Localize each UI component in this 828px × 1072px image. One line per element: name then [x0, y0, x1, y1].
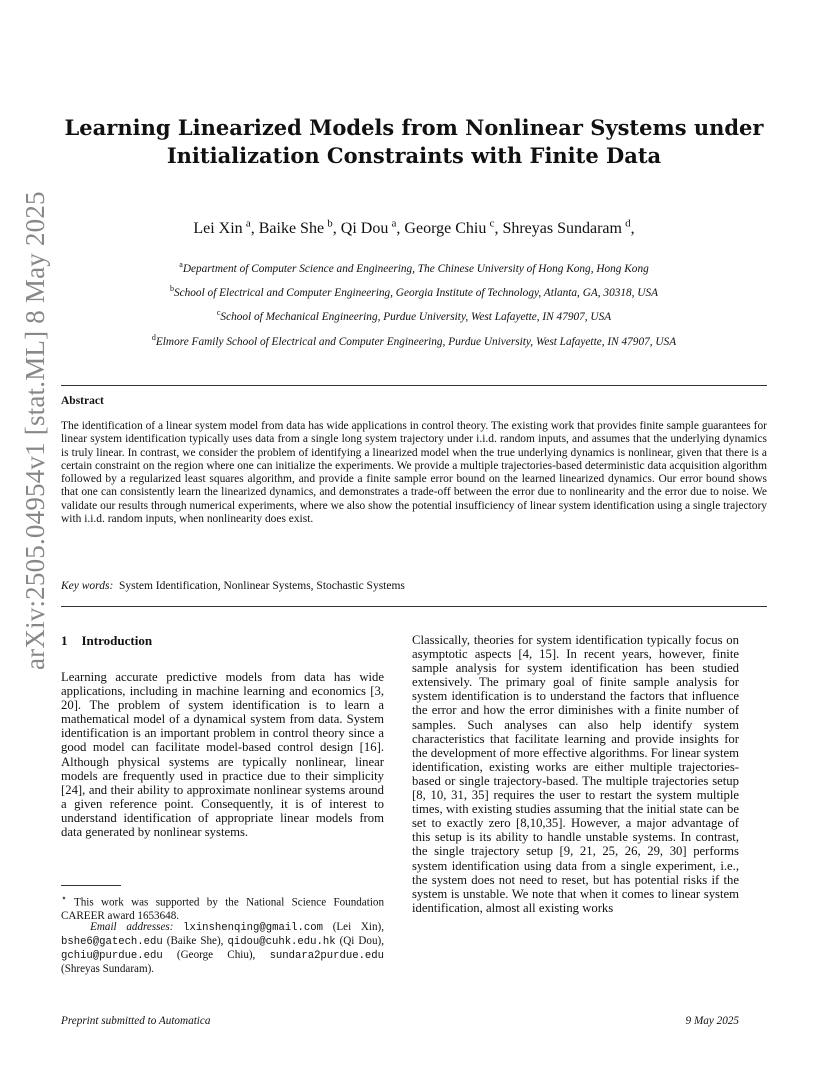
title-line-2: Initialization Constraints with Finite Data — [166, 143, 662, 168]
author-list — [0, 218, 828, 238]
keywords-label: Key words: — [61, 580, 114, 592]
author: Shreyas Sundaram $^d$, — [502, 218, 635, 238]
intro-column-left: Learning accurate predictive models from data has wide applications, including in machine learning and economics [3, 20]. The problem of system identification is to learn a mathematical model of a dynamical system from data. System identification is an important problem in control theory since a good model can facilitate model-based control design [16]. Although physical systems are typically nonlinear, linear models are frequently used in practice due to their simplicity [24], and their ability to approximate nonlinear systems around a given reference point. Consequently, it is of interest to understand identification of appropriate linear models from data generated by nonlinear systems. — [61, 670, 384, 840]
title-line-1: Learning Linearized Models from Nonlinear Systems under — [64, 115, 764, 140]
author: Lei Xin $^a$, — [193, 218, 259, 238]
author: Baike She $^b$, — [258, 218, 341, 238]
funding-footnote: ⋆ This work was supported by the National Science Foundation CAREER award 1653648. — [61, 894, 384, 922]
email-link[interactable]: gchiu@purdue.edu — [61, 950, 163, 963]
footer-preprint-note: Preprint submitted to Automatica — [61, 1015, 211, 1027]
email-link[interactable]: bshe6@gatech.edu — [61, 936, 163, 949]
keywords — [61, 580, 405, 592]
email-footnote: Email addresses: lxinshenqing@gmail.com (Lei Xin), bshe6@gatech.edu (Baike She), qidou@cuhk.edu.hk (Qi Dou), gchiu@purdue.edu (George Chiu), sundara2purdue.edu (Shreyas Sundaram). — [61, 921, 384, 976]
arxiv-side-stamp: arXiv:2505.04954v1 [stat.ML] 8 May 2025 — [20, 191, 50, 670]
affiliation-b: $^b$School of Electrical and Computer Engineering, Georgia Institute of Technology, Atlanta, GA, 30318, USA — [169, 284, 659, 299]
affiliation-d: $^d$Elmore Family School of Electrical and Computer Engineering, Purdue University, West Lafayette, IN 47907, USA — [151, 333, 677, 348]
abstract-heading: Abstract — [61, 395, 104, 407]
author: George Chiu $^c$, — [404, 218, 503, 238]
affiliation-a: $^a$Department of Computer Science and Engineering, The Chinese University of Hong Kong, Hong Kong — [179, 260, 649, 275]
affiliation-c: $^c$School of Mechanical Engineering, Purdue University, West Lafayette, IN 47907, USA — [216, 308, 612, 323]
abstract-bottom-rule — [61, 606, 767, 607]
intro-column-right: Classically, theories for system identification typically focus on asymptotic aspects [4, 15]. In recent years, however, finite sample analysis for system identification has been studied extensively. The primary goal of finite sample analysis for system identification is to understand the factors that influence the error and how the error diminishes with a finite number of samples. Such analyses can also help identify system characteristics that facilitate learning and provide insights for the development of more effective algorithms. For linear system identification, existing works are either multiple trajectories-based or single trajectory-based. The multiple trajectories setup [8, 10, 31, 35] requires the user to restart the system multiple times, with existing studies assuming that the initial state can be set to exactly zero [8,10,35]. However, a major advantage of this setup is its ability to handle unstable systems. In contrast, the single trajectory setup [9, 21, 25, 26, 29, 30] performs system identification using data from a single experiment, i.e., the system does not need to reset, but has potential risks if the system is unstable. We note that when it comes to linear system identification, almost all existing works — [412, 633, 739, 915]
email-link[interactable]: lxinshenqing@gmail.com — [183, 922, 323, 934]
paper-title — [40, 114, 788, 170]
author: Qi Dou $^a$, — [340, 218, 405, 238]
email-link[interactable]: qidou@cuhk.edu.hk — [227, 936, 336, 949]
email-link[interactable]: sundara2purdue.edu — [269, 950, 384, 963]
footnote-rule — [61, 885, 121, 886]
footer-date: 9 May 2025 — [685, 1015, 739, 1027]
section-heading-introduction: 1 Introduction — [61, 633, 153, 648]
keywords-list: System Identification, Nonlinear Systems, Stochastic Systems — [119, 580, 405, 592]
abstract-top-rule — [61, 385, 767, 386]
abstract-text: The identification of a linear system model from data has wide applications in control theory. The existing work that provides finite sample guarantees for linear system identification typically uses data from a single long system trajectory under i.i.d. random inputs, and assumes that the underlying dynamics is truly linear. In contrast, we consider the problem of identifying a linearized model when the true underlying dynamics is nonlinear, given that there is a certain constraint on the region where one can initialize the experiments. We provide a multiple trajectories-based deterministic data acquisition algorithm followed by a regularized least squares algorithm, and provide a finite sample error bound on the learned linearized dynamics. Our error bound shows that one can consistently learn the linearized dynamics, and demonstrates a trade-off between the error due to nonlinearity and the error due to noise. We validate our results through numerical experiments, where we also show the potential insufficiency of linear system identification using a single trajectory with i.i.d. random inputs, when nonlinearity does exist. — [61, 420, 767, 526]
